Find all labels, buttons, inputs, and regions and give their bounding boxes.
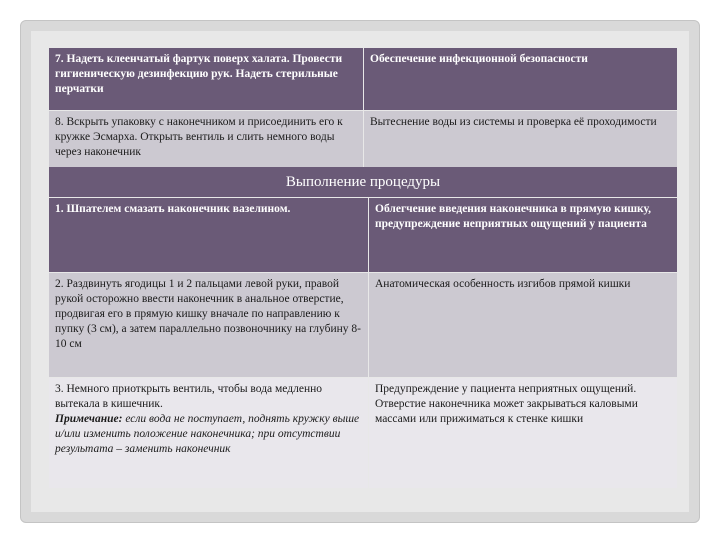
- step2-cell: 2. Раздвинуть ягодицы 1 и 2 пальцами левой руки, правой рукой осторожно ввести наконечник в анальное отверстие, продвигая его в прямую кишку вначале по направлению к пупку (3 см), а затем параллельно позвоночнику на глубину 8-10 см: [49, 273, 368, 377]
- step3-cell: [49, 378, 368, 488]
- note-text: если вода не поступает, поднять кружку выше и/или изменить положение наконечника; при отсутствии результата – заменить наконечник: [55, 413, 360, 455]
- step3-note: [55, 412, 362, 457]
- row8-step-cell: 8. Вскрыть упаковку с наконечником и присоединить его к кружке Эсмарха. Открыть вентиль и слить немного воды через наконечник: [49, 111, 363, 167]
- section-header: Выполнение процедуры: [49, 167, 677, 197]
- step2-purpose-cell: Анатомическая особенность изгибов прямой кишки: [369, 273, 677, 377]
- step1-cell: 1. Шпателем смазать наконечник вазелином.: [49, 198, 368, 272]
- step1-purpose-cell: Облегчение введения наконечника в прямую кишку, предупреждение неприятных ощущений у пациента: [369, 198, 677, 272]
- step3-text: 3. Немного приоткрыть вентиль, чтобы вода медленно вытекала в кишечник.: [55, 383, 323, 410]
- step3-purpose-cell: Предупреждение у пациента неприятных ощущений. Отверстие наконечника может закрываться каловыми массами или прижиматься к стенке кишки: [369, 378, 677, 488]
- note-label: Примечание:: [55, 413, 123, 425]
- row7-purpose-cell: Обеспечение инфекционной безопасности: [364, 48, 677, 110]
- row8-purpose-cell: Вытеснение воды из системы и проверка её проходимости: [364, 111, 677, 167]
- row7-step-cell: 7. Надеть клеенчатый фартук поверх халата. Провести гигиеническую дезинфекцию рук. Надеть стерильные перчатки: [49, 48, 363, 110]
